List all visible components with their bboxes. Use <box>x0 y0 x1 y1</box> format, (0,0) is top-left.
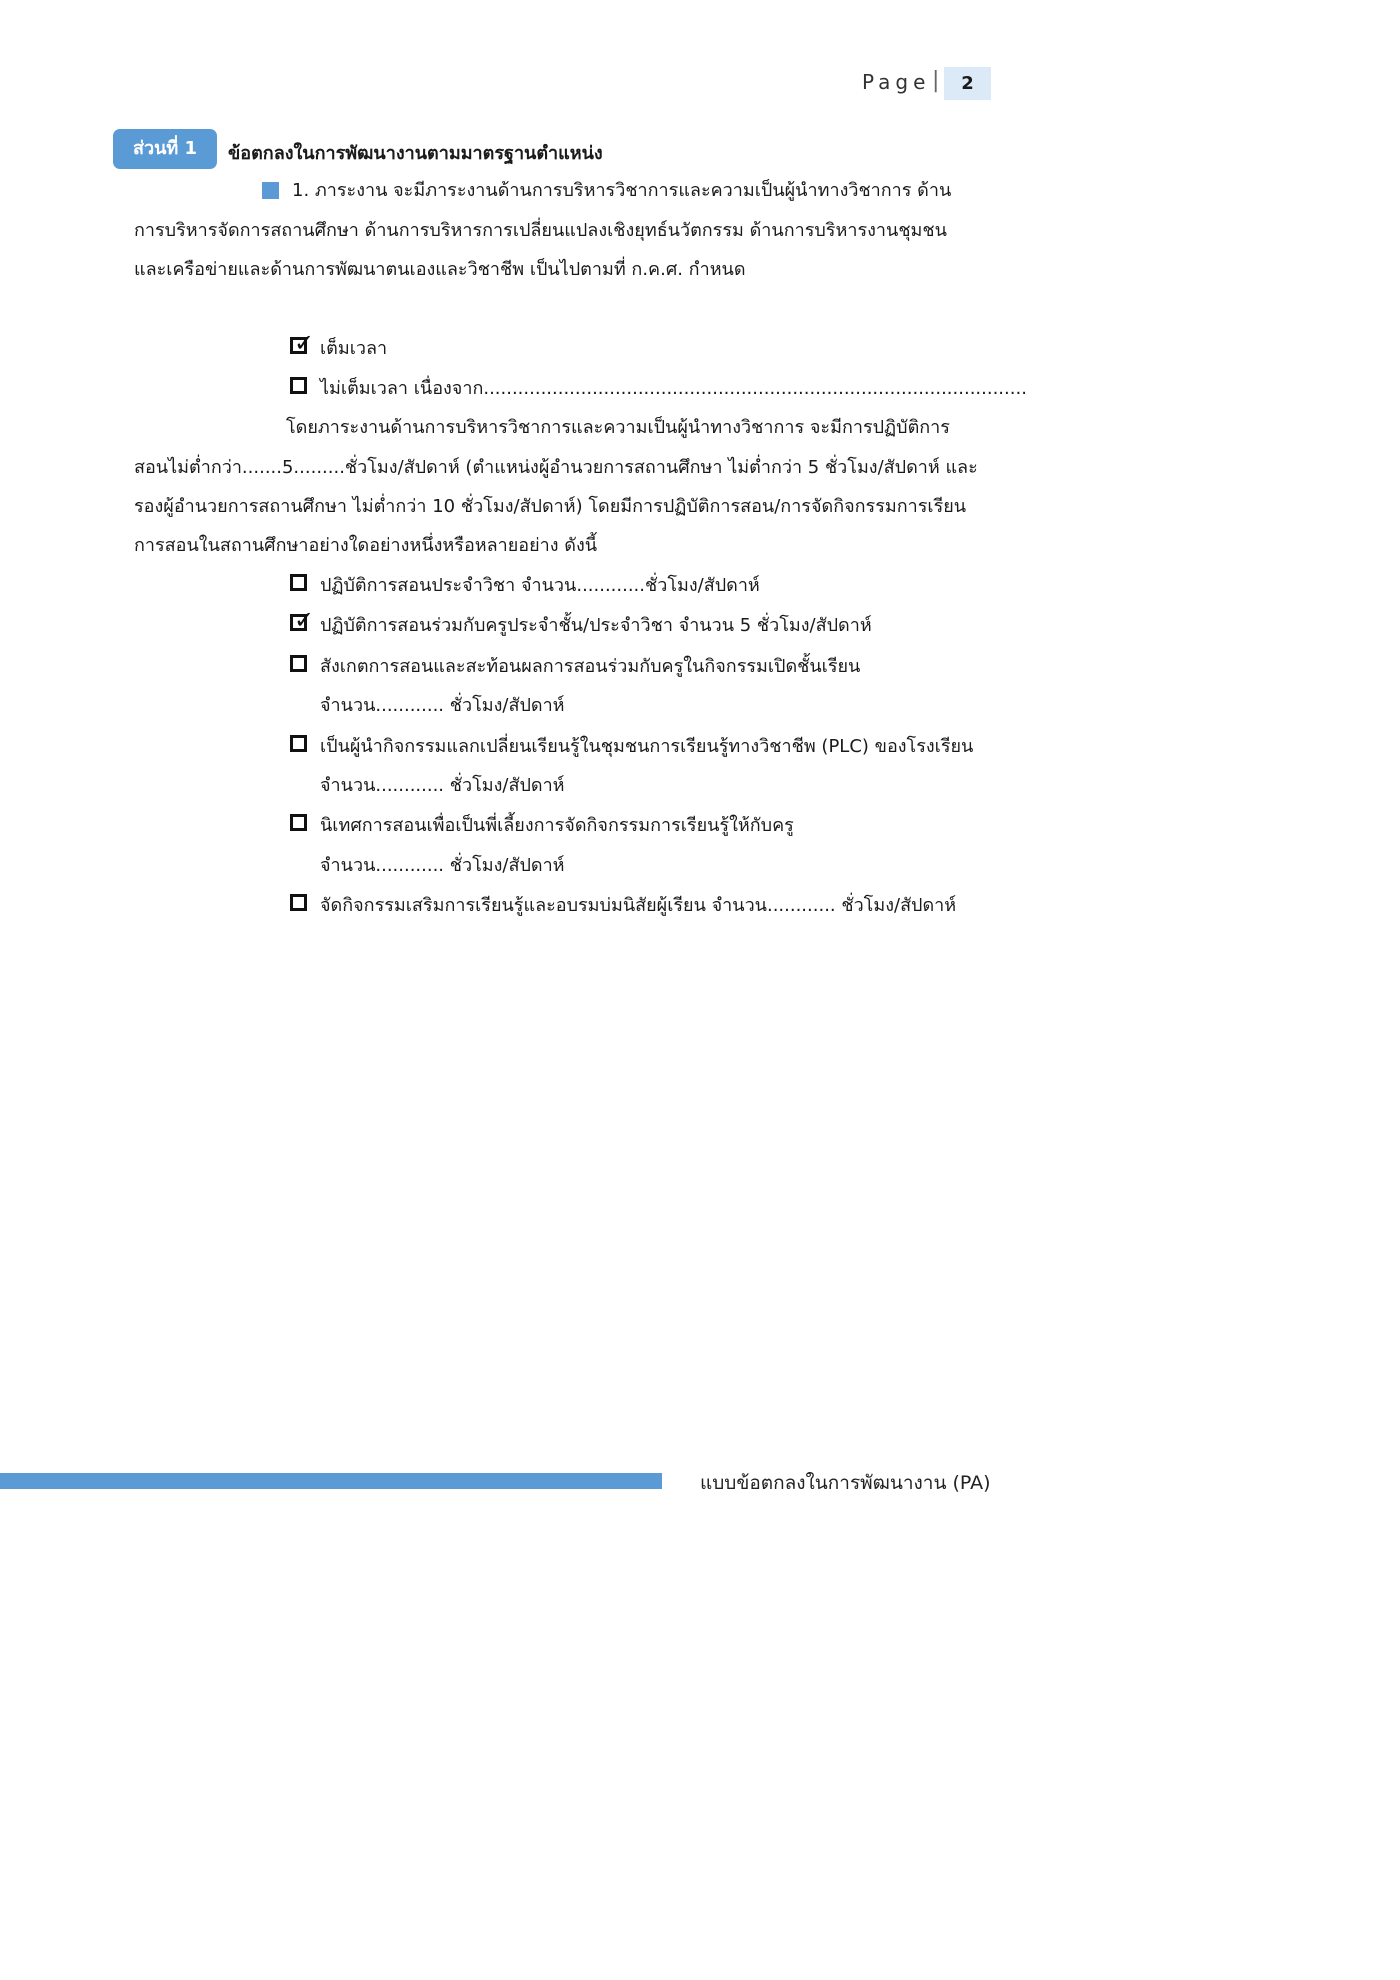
paragraph-line: การสอนในสถานศึกษาอย่างใดอย่างหนึ่งหรือหลายอย่าง ดังนี้ <box>134 535 598 556</box>
fulltime-checkbox[interactable] <box>290 329 315 357</box>
bullet-square-icon <box>262 182 279 199</box>
section-title: ข้อตกลงในการพัฒนางานตามมาตรฐานตำแหน่ง <box>228 143 603 164</box>
page-label: Page <box>862 70 931 94</box>
teach-option-checkbox[interactable] <box>290 606 315 634</box>
teach-option-hours: จำนวน............ ชั่วโมง/สัปดาห์ <box>320 855 565 876</box>
teach-option-label: ปฏิบัติการสอนร่วมกับครูประจำชั้น/ประจำวิชา จำนวน 5 ชั่วโมง/สัปดาห์ <box>320 615 872 636</box>
teach-option-label: สังเกตการสอนและสะท้อนผลการสอนร่วมกับครูในกิจกรรมเปิดชั้นเรียน <box>320 656 861 677</box>
item1-line: การบริหารจัดการสถานศึกษา ด้านการบริหารการเปลี่ยนแปลงเชิงยุทธ์นวัตกรรม ด้านการบริหารงานชุมชน <box>134 220 947 241</box>
paragraph-line: โดยภาระงานด้านการบริหารวิชาการและความเป็นผู้นำทางวิชาการ จะมีการปฏิบัติการ <box>286 417 950 438</box>
page-separator: | <box>932 68 940 93</box>
teach-option-checkbox[interactable] <box>290 655 307 672</box>
section-badge: ส่วนที่ 1 <box>113 129 217 169</box>
teach-option-checkbox[interactable] <box>290 814 307 831</box>
teach-option-label: เป็นผู้นำกิจกรรมแลกเปลี่ยนเรียนรู้ในชุมชนการเรียนรู้ทางวิชาชีพ (PLC) ของโรงเรียน <box>320 736 974 757</box>
teach-option-label: ปฏิบัติการสอนประจำวิชา จำนวน............ชั่วโมง/สัปดาห์ <box>320 575 760 596</box>
teach-option-hours: จำนวน............ ชั่วโมง/สัปดาห์ <box>320 775 565 796</box>
teach-option-label: จัดกิจกรรมเสริมการเรียนรู้และอบรมบ่มนิสัยผู้เรียน จำนวน............ ชั่วโมง/สัปดาห์ <box>320 895 957 916</box>
check-mark-icon: ✓ <box>294 329 315 357</box>
item1-line: 1. ภาระงาน จะมีภาระงานด้านการบริหารวิชาการและความเป็นผู้นำทางวิชาการ ด้าน <box>292 180 952 201</box>
footer-text: แบบข้อตกลงในการพัฒนางาน (PA) <box>700 1472 991 1494</box>
parttime-checkbox[interactable] <box>290 377 307 394</box>
parttime-label: ไม่เต็มเวลา เนื่องจาก............................................................................................... <box>320 378 1027 399</box>
fulltime-label: เต็มเวลา <box>320 338 388 359</box>
teach-option-checkbox[interactable] <box>290 894 307 911</box>
teach-option-checkbox[interactable] <box>290 574 307 591</box>
item1-line: และเครือข่ายและด้านการพัฒนาตนเองและวิชาชีพ เป็นไปตามที่ ก.ค.ศ. กำหนด <box>134 259 746 280</box>
paragraph-line: รองผู้อำนวยการสถานศึกษา ไม่ต่ำกว่า 10 ชั่วโมง/สัปดาห์) โดยมีการปฏิบัติการสอน/การจัดกิจกรรมการเรียน <box>134 496 967 517</box>
check-mark-icon: ✓ <box>294 606 315 634</box>
footer-bar <box>0 1473 662 1489</box>
paragraph-line: สอนไม่ต่ำกว่า.......5.........ชั่วโมง/สัปดาห์ (ตำแหน่งผู้อำนวยการสถานศึกษา ไม่ต่ำกว่า 5 ชั่วโมง/สัปดาห์ และ <box>134 457 978 478</box>
teach-option-label: นิเทศการสอนเพื่อเป็นพี่เลี้ยงการจัดกิจกรรมการเรียนรู้ให้กับครู <box>320 815 794 836</box>
page-number: 2 <box>944 67 991 100</box>
teach-option-hours: จำนวน............ ชั่วโมง/สัปดาห์ <box>320 695 565 716</box>
teach-option-checkbox[interactable] <box>290 735 307 752</box>
